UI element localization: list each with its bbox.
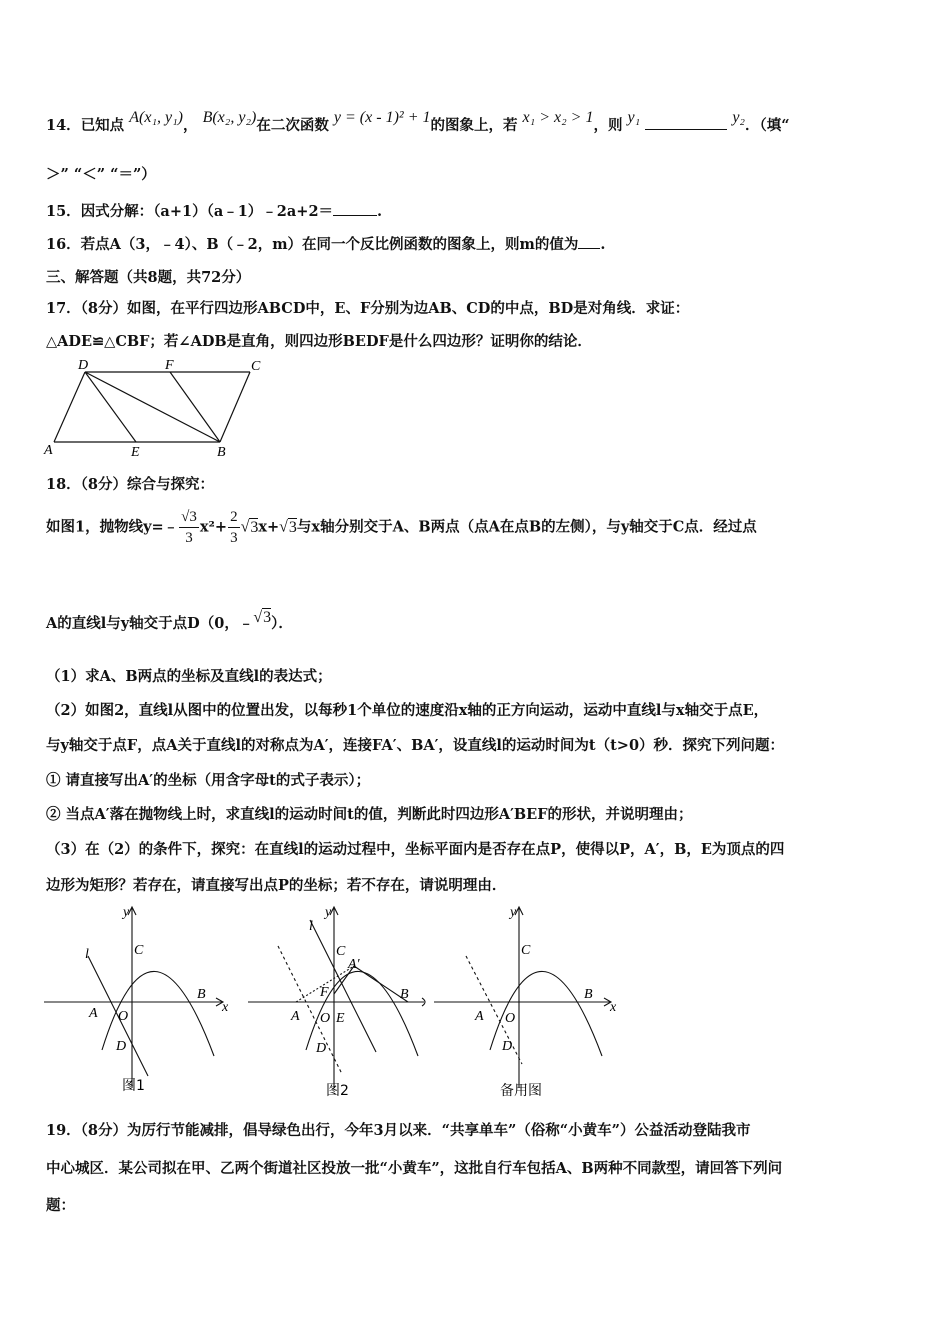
fig1-label-l: l	[85, 947, 89, 962]
fig2-caption: 图2	[326, 1083, 349, 1099]
q18-sub3-line2: 边形为矩形？若存在，请直接写出点P的坐标；若不存在，请说明理由．	[46, 877, 507, 894]
fig1-caption: 图1	[122, 1078, 145, 1094]
q18-figure-1	[42, 898, 242, 1098]
q18-sub1: （1）求A、B两点的坐标及直线l的表达式；	[46, 668, 332, 685]
q18-figure-3	[432, 898, 632, 1103]
fig1-label-a: A	[89, 1006, 98, 1021]
q15-text: 因式分解：	[80, 203, 154, 220]
q18-frac2	[228, 507, 240, 548]
q18-heading: 18．（8分）综合与探究：	[46, 476, 215, 493]
fig2-label-c: C	[336, 944, 346, 959]
q17-label-c: C	[251, 359, 261, 374]
fig2-label-o: O	[320, 1011, 331, 1026]
q14-answer-blank	[645, 129, 727, 130]
q15-line	[46, 200, 382, 221]
q18-para2-text: A的直线l与y轴交于点D（0，﹣	[46, 615, 254, 632]
q18-sub2-line2: 与y轴交于点F，点A关于直线l的对称点为A′，连接FA′、BA′，设直线l的运动时间为t（t>0）秒．探究下列问题：	[46, 737, 785, 754]
fig1-label-y: y	[123, 905, 130, 920]
q18-para1-text: 如图1，抛物线y=﹣	[46, 518, 179, 536]
q14-y2: y₂	[732, 109, 745, 126]
q14-function: y = (x - 1)² + 1	[333, 109, 431, 126]
fig1-label-d: D	[116, 1039, 127, 1054]
q17-label-a: A	[44, 443, 53, 458]
fig3-label-d: D	[502, 1039, 513, 1054]
q19-line2: 中心城区．某公司拟在甲、乙两个街道社区投放一批“小黄车”，这批自行车包括A、B两种不同款型，请回答下列问	[46, 1160, 783, 1177]
section-heading: 三、解答题（共8题，共72分）	[46, 269, 251, 286]
q18-figure-2	[246, 898, 446, 1103]
q14-condition: x₁ > x₂ > 1	[522, 109, 594, 126]
q17-segment-de	[85, 372, 136, 442]
q18-frac2-num: 2	[228, 507, 240, 528]
q18-para1-x2: x²+	[199, 518, 228, 536]
q19-line3: 题：	[46, 1197, 75, 1214]
fig3-caption: 备用图	[500, 1083, 542, 1099]
q17-label-b: B	[217, 445, 226, 460]
q18-para1-x: x+	[258, 518, 280, 536]
q18-sub2-line1: （2）如图2，直线l从图中的位置出发，以每秒1个单位的速度沿x轴的正方向运动，运动中直线l与x轴交于点E，	[46, 702, 769, 719]
fig2-label-f: F	[320, 985, 329, 1000]
q18-frac1	[179, 507, 199, 548]
q15-answer-blank	[333, 215, 377, 216]
q14-text4: ，则	[593, 117, 623, 134]
q14-text: 已知点	[80, 117, 125, 134]
fig3-label-x: x	[610, 1000, 617, 1015]
fig3-label-c: C	[521, 943, 531, 958]
q18-frac1-num: √3	[179, 507, 199, 528]
fig1-label-o: O	[118, 1009, 129, 1024]
fig3-label-o: O	[505, 1011, 516, 1026]
q14-text2: 在二次函数	[256, 117, 329, 134]
q14-number: 14．	[46, 117, 81, 134]
q18-para2	[46, 609, 293, 633]
q19-line1: 19．（8分）为厉行节能减排，倡导绿色出行，今年3月以来．“共享单车”（俗称“小黄车”）公益活动登陆我市	[46, 1122, 751, 1139]
fig3-label-y: y	[510, 905, 517, 920]
q18-sqrt-c-value: 3	[263, 609, 272, 626]
fig2-label-a: A	[291, 1009, 300, 1024]
q14-text5: ．（填“	[745, 117, 790, 134]
q18-sqrt-a: √3	[240, 518, 259, 536]
fig2-label-e: E	[336, 1011, 345, 1026]
q18-frac2-den: 3	[230, 530, 238, 546]
q18-sub3-line1: （3）在（2）的条件下，探究：在直线l的运动过程中，坐标平面内是否存在点P，使得以P，A′，B，E为顶点的四	[46, 841, 785, 858]
q16-end: .	[600, 236, 606, 253]
q18-sub2-item1: ① 请直接写出A′的坐标（用含字母t的式子表示）；	[46, 772, 371, 789]
fig3-label-a: A	[475, 1009, 484, 1024]
q16-line	[46, 233, 605, 254]
q18-sqrt-b-value: 3	[288, 518, 297, 536]
fig1-label-b: B	[197, 987, 206, 1002]
q18-sqrt-a-value: 3	[250, 518, 259, 536]
q17-label-f: F	[165, 358, 174, 373]
q17-line2: △ADE≌△CBF；若∠ADB是直角，则四边形BEDF是什么四边形？证明你的结论．	[46, 333, 592, 350]
q17-parallelogram-figure	[40, 356, 270, 461]
q18-para2-end: ）．	[271, 615, 293, 632]
q17-edge-da	[54, 372, 85, 442]
q17-label-d: D	[78, 358, 89, 373]
q18-para1	[46, 507, 757, 548]
q17-diagonal-bd	[85, 372, 220, 442]
q16-text: 16．若点A（3，﹣4）、B（﹣2，m）在同一个反比例函数的图象上，则m的值为	[46, 236, 579, 253]
q15-expression: （a+1）（a﹣1）﹣2a+2＝	[153, 203, 334, 220]
q17-edge-cb	[220, 372, 250, 442]
q14-text3: 的图象上，若	[430, 117, 518, 134]
q18-frac1-den: 3	[185, 530, 193, 546]
fig2-label-d: D	[316, 1041, 327, 1056]
fig1-label-x: x	[222, 1000, 229, 1015]
q14-line1	[46, 109, 790, 135]
fig2-label-b: B	[400, 987, 409, 1002]
q17-segment-fb	[170, 372, 220, 442]
fig2-label-y: y	[325, 905, 332, 920]
fig3-label-b: B	[584, 987, 593, 1002]
q14-y1: y₁	[627, 109, 641, 126]
q18-sqrt-c: √3	[253, 609, 272, 626]
q14-line2: ＞” “＜” “＝”）	[46, 166, 156, 183]
q14-sep: ，	[183, 117, 198, 134]
fig2-label-ap: A′	[348, 957, 360, 972]
q18-sqrt-b: √3	[279, 518, 297, 536]
q14-point-b: B(x₂, y₂)	[202, 109, 257, 126]
q15-end: .	[377, 203, 383, 220]
q17-line1: 17．（8分）如图，在平行四边形ABCD中，E、F分别为边AB、CD的中点，BD是对角线．求证：	[46, 300, 690, 317]
q15-number: 15．	[46, 203, 81, 220]
q18-para1-rest: 与x轴分别交于A、B两点（点A在点B的左侧），与y轴交于C点．经过点	[296, 518, 757, 536]
q18-sub2-item2: ② 当点A′落在抛物线上时，求直线l的运动时间t的值，判断此时四边形A′BEF的形状，并说明理由；	[46, 806, 693, 823]
fig1-label-c: C	[134, 943, 144, 958]
q14-point-a: A(x₁, y₁)	[129, 109, 184, 126]
q17-label-e: E	[131, 445, 140, 460]
q16-answer-blank	[578, 248, 600, 249]
fig2-label-l: l	[309, 919, 313, 934]
